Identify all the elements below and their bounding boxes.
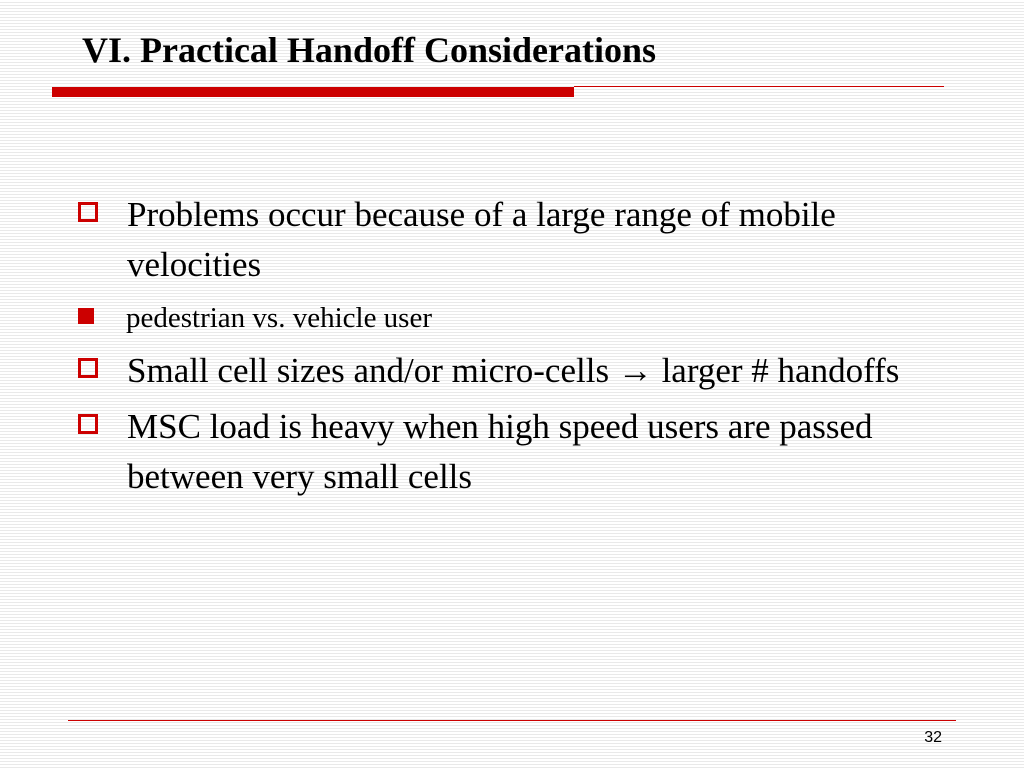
bullet-item-1 [76,190,936,290]
bullet-list [76,190,936,508]
title-underline-bar [52,87,574,97]
footer-rule [68,720,956,721]
hollow-square-bullet-icon [78,414,98,434]
bullet-item-3 [76,402,936,502]
bullet-text: Problems occur because of a large range of mobile velocities [127,195,836,284]
sub-bullet-text: pedestrian vs. vehicle user [126,302,433,334]
bullet-text: Small cell sizes and/or micro-cells → larger # handoffs [127,351,900,390]
bullet-item-2 [76,346,936,396]
filled-square-bullet-icon [78,308,94,324]
page-number: 32 [924,729,942,746]
hollow-square-bullet-icon [78,202,98,222]
hollow-square-bullet-icon [78,358,98,378]
slide-title: VI. Practical Handoff Considerations [82,30,656,70]
title-underline-rule [574,86,944,87]
sub-bullet-item-1 [76,296,936,340]
bullet-text: MSC load is heavy when high speed users are passed between very small cells [127,407,873,496]
